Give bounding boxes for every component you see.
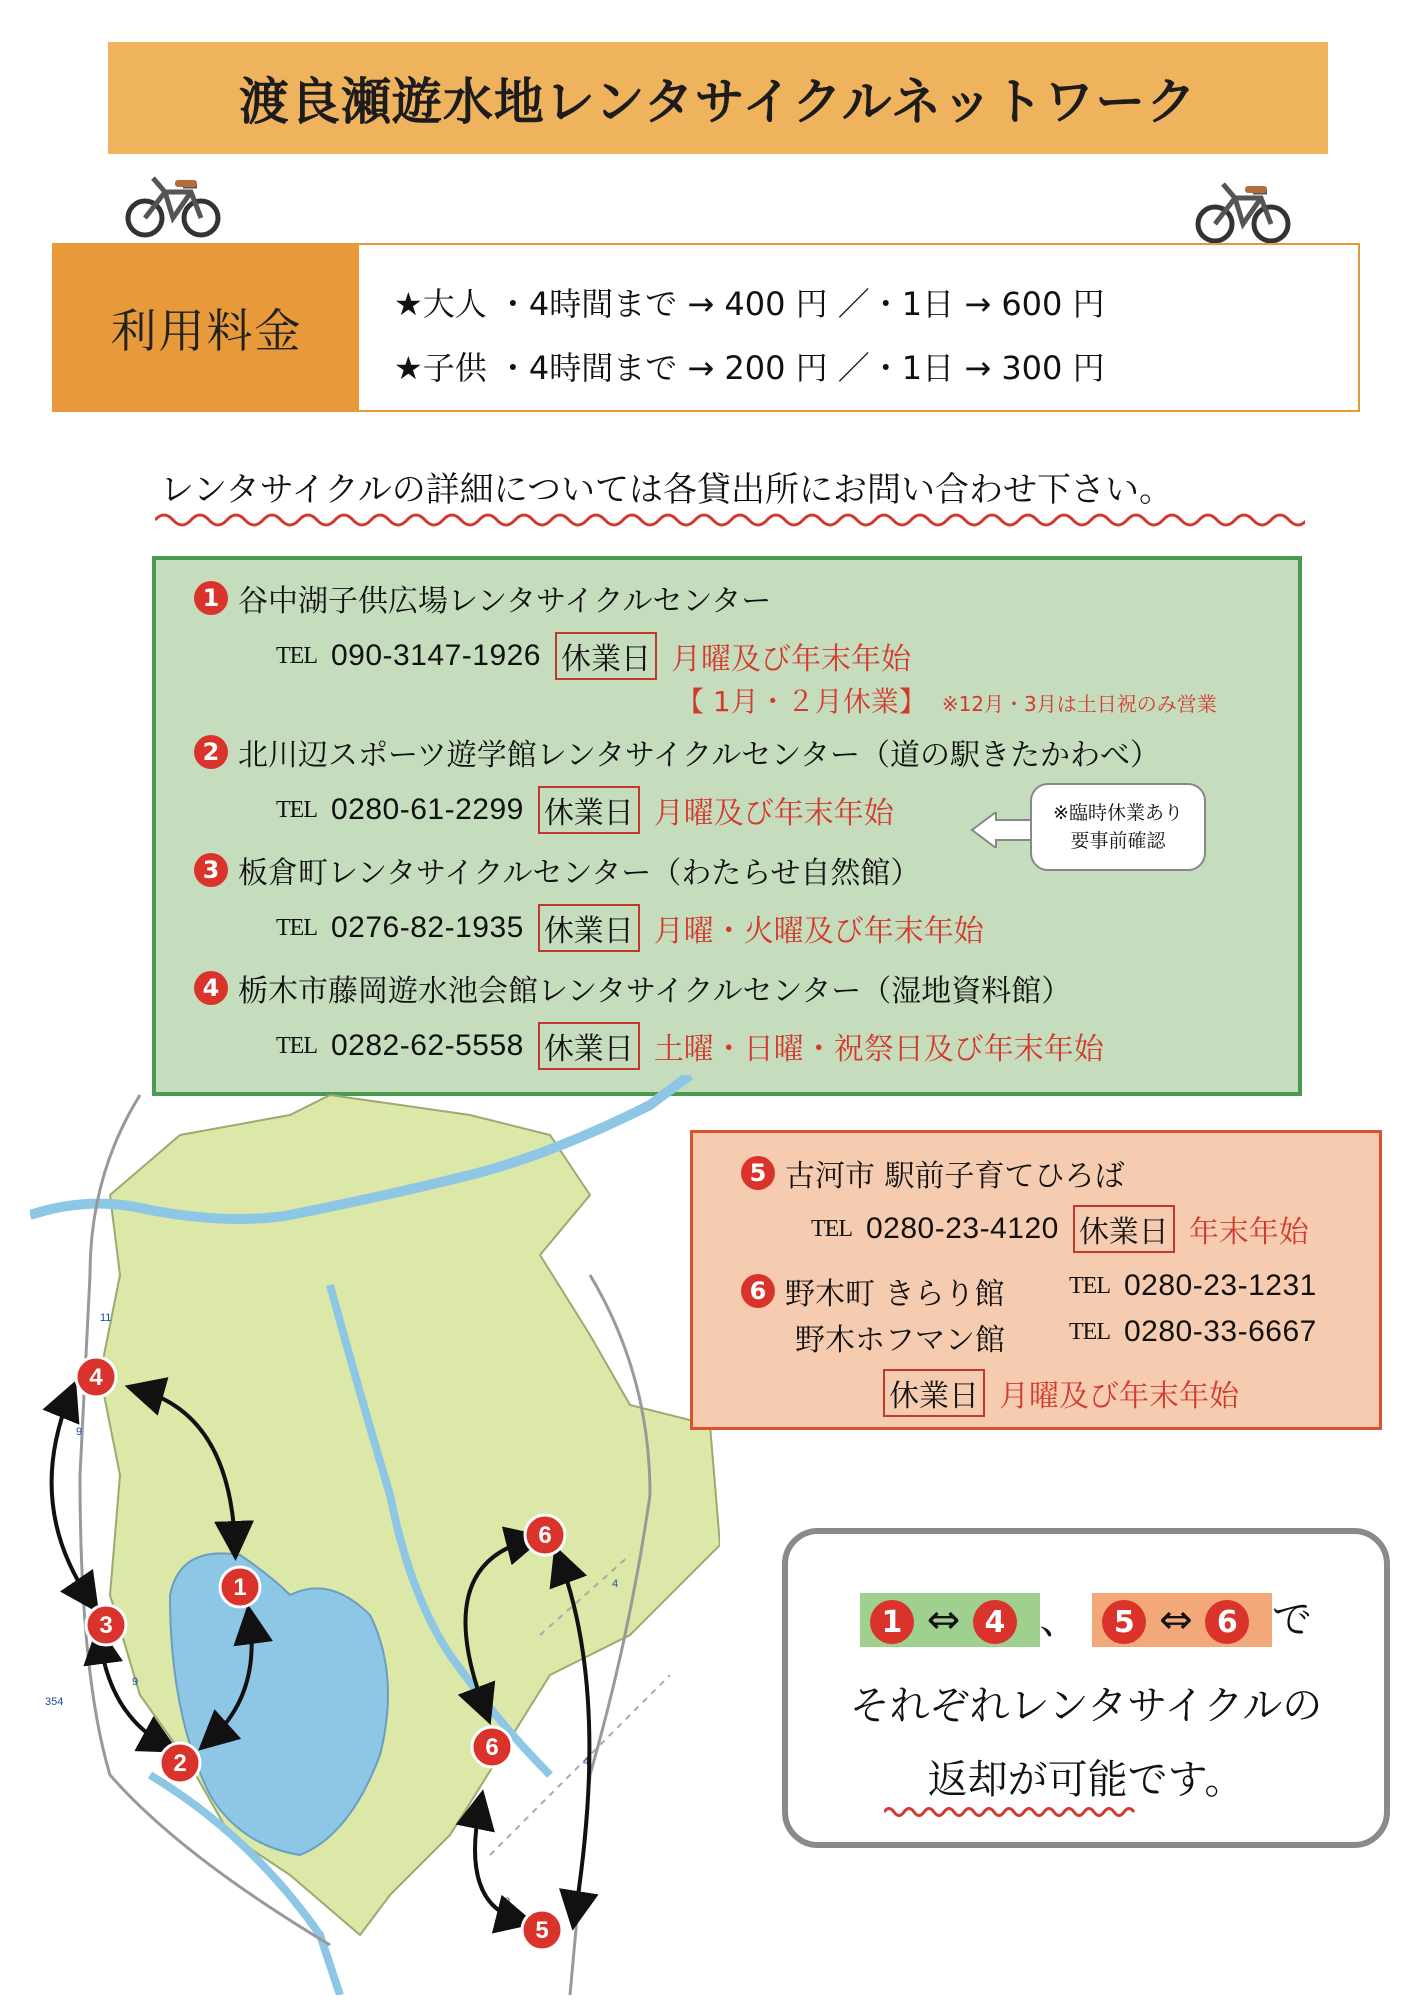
marker-number: 6 bbox=[1205, 1600, 1249, 1644]
phone-number: 0280-23-1231 bbox=[1123, 1269, 1317, 1302]
svg-text:2: 2 bbox=[173, 1750, 187, 1777]
tel-label: TEL bbox=[276, 642, 317, 669]
center-2-name-row bbox=[194, 730, 1160, 774]
closed-days-tag: 休業日 bbox=[555, 632, 657, 680]
marker-number: 5 bbox=[1102, 1600, 1146, 1644]
center-1-extra bbox=[676, 680, 1217, 720]
svg-text:4: 4 bbox=[89, 1364, 103, 1391]
tel-label: TEL bbox=[276, 1032, 317, 1059]
return-text-line-2: それぞれレンタサイクルの bbox=[849, 1683, 1323, 1729]
center-4-tel-row bbox=[276, 1022, 1104, 1070]
map-marker bbox=[522, 1910, 562, 1950]
phone-number: 090-3147-1926 bbox=[330, 639, 541, 672]
center-name: 古河市 駅前子育てひろば bbox=[785, 1159, 1125, 1194]
page-title: 渡良瀬遊水地レンタサイクルネットワーク bbox=[238, 73, 1198, 131]
wavy-underline bbox=[884, 1804, 1140, 1820]
phone-number: 0280-23-4120 bbox=[865, 1212, 1059, 1245]
callout-line-2: 要事前確認 bbox=[1070, 830, 1166, 852]
adult-fee: ★大人 ・4時間まで → 400 円 ／・1日 → 600 円 bbox=[394, 285, 1105, 323]
closed-days-tag: 休業日 bbox=[538, 786, 640, 834]
center-name: 板倉町レンタサイクルセンター（わたらせ自然館） bbox=[238, 856, 921, 891]
marker-number: 4 bbox=[194, 971, 228, 1005]
pair-1-4 bbox=[860, 1593, 1040, 1647]
two-way-arrow-icon: ⇔ bbox=[926, 1597, 961, 1643]
temporary-closure-callout bbox=[1030, 783, 1206, 871]
two-way-arrow-icon: ⇔ bbox=[1159, 1597, 1193, 1643]
fee-table bbox=[52, 243, 1360, 412]
center-6-tel-row-2 bbox=[1069, 1315, 1317, 1349]
center-6-closed-row bbox=[883, 1369, 1239, 1417]
center-6-tel-row-1 bbox=[1069, 1269, 1317, 1303]
marker-number: 2 bbox=[194, 735, 228, 769]
hoffman-name-row bbox=[795, 1315, 1005, 1359]
map-marker bbox=[86, 1605, 126, 1645]
svg-text:5: 5 bbox=[535, 1917, 549, 1944]
phone-number: 0280-33-6667 bbox=[1123, 1315, 1317, 1348]
closed-days: 月曜及び年末年始 bbox=[653, 796, 894, 831]
center-name: 野木ホフマン館 bbox=[795, 1323, 1005, 1358]
center-1-tel-row bbox=[276, 632, 911, 680]
marker-number: 1 bbox=[194, 581, 228, 615]
map-marker bbox=[160, 1743, 200, 1783]
phone-number: 0282-62-5558 bbox=[330, 1029, 524, 1062]
tel-label: TEL bbox=[276, 796, 317, 823]
route-arrow-4-3 bbox=[52, 1395, 90, 1600]
wavy-underline bbox=[155, 508, 1305, 532]
map-marker bbox=[220, 1567, 260, 1607]
closed-days: 月曜及び年末年始 bbox=[671, 642, 911, 677]
closed-days: 月曜及び年末年始 bbox=[999, 1379, 1239, 1414]
closed-days-tag: 休業日 bbox=[883, 1369, 985, 1417]
winter-note: ※12月・3月は土日祝のみ営業 bbox=[941, 692, 1217, 716]
center-4-name-row bbox=[194, 966, 1071, 1010]
return-pairs-line bbox=[788, 1588, 1384, 1645]
tel-label: TEL bbox=[276, 914, 317, 941]
center-3-tel-row bbox=[276, 904, 984, 952]
marker-number: 1 bbox=[870, 1600, 914, 1644]
closed-days-tag: 休業日 bbox=[538, 904, 640, 952]
return-text-line-3: 返却が可能です。 bbox=[927, 1757, 1245, 1803]
callout-arrow bbox=[970, 812, 1034, 848]
closed-days-tag: 休業日 bbox=[1073, 1205, 1175, 1253]
center-3-name-row bbox=[194, 848, 920, 892]
map-marker bbox=[525, 1515, 565, 1555]
closed-days: 土曜・日曜・祝祭日及び年末年始 bbox=[653, 1032, 1104, 1067]
phone-number: 0280-61-2299 bbox=[330, 793, 524, 826]
marker-number: 6 bbox=[741, 1274, 775, 1308]
road-number-label: 4 bbox=[583, 1756, 590, 1768]
particle-de: で bbox=[1272, 1597, 1313, 1643]
tel-label: TEL bbox=[1069, 1318, 1110, 1345]
closed-days: 月曜・火曜及び年末年始 bbox=[653, 914, 984, 949]
koga-nogi-centers bbox=[690, 1130, 1382, 1430]
center-1-name-row bbox=[194, 576, 771, 620]
road-number-label: 11 bbox=[100, 1312, 112, 1324]
closed-days-tag: 休業日 bbox=[538, 1022, 640, 1070]
fee-label: 利用料金 bbox=[110, 303, 303, 358]
area-map bbox=[30, 1075, 720, 1995]
marker-number: 4 bbox=[973, 1600, 1017, 1644]
comma: 、 bbox=[1039, 1597, 1080, 1643]
road-number-label: 354 bbox=[45, 1696, 64, 1708]
title-banner bbox=[108, 42, 1328, 154]
road-number-label: 9 bbox=[504, 1896, 511, 1908]
tel-label: TEL bbox=[1069, 1272, 1110, 1299]
road-number-label: 9 bbox=[76, 1426, 83, 1438]
bicycle-icon bbox=[125, 170, 221, 240]
center-name: 北川辺スポーツ遊学館レンタサイクルセンター（道の駅きたかわべ） bbox=[238, 738, 1161, 773]
road-number-label: 4 bbox=[612, 1578, 619, 1590]
child-fee: ★子供 ・4時間まで → 200 円 ／・1日 → 300 円 bbox=[394, 349, 1105, 387]
svg-text:6: 6 bbox=[485, 1734, 499, 1761]
center-5-name-row bbox=[741, 1151, 1125, 1195]
phone-number: 0276-82-1935 bbox=[330, 911, 524, 944]
pair-5-6 bbox=[1092, 1593, 1272, 1647]
return-info-box bbox=[782, 1528, 1390, 1848]
fee-label-cell bbox=[54, 245, 359, 410]
map-marker bbox=[76, 1357, 116, 1397]
center-name: 野木町 きらり館 bbox=[785, 1277, 1005, 1312]
center-6-name-row bbox=[741, 1269, 1005, 1313]
svg-text:6: 6 bbox=[538, 1522, 552, 1549]
svg-text:1: 1 bbox=[233, 1574, 247, 1601]
tel-label: TEL bbox=[811, 1215, 852, 1242]
center-name: 栃木市藤岡遊水池会館レンタサイクルセンター（湿地資料館） bbox=[238, 974, 1072, 1009]
route-arrow-6-5 bbox=[475, 1805, 520, 1920]
closed-days: 年末年始 bbox=[1188, 1215, 1309, 1250]
bicycle-icon bbox=[1195, 176, 1291, 246]
svg-text:3: 3 bbox=[99, 1612, 113, 1639]
marker-number: 5 bbox=[741, 1156, 775, 1190]
center-5-tel-row bbox=[811, 1205, 1309, 1253]
callout-line-1: ※臨時休業あり bbox=[1053, 802, 1183, 824]
winter-closure: 【 1月・２月休業】 bbox=[676, 685, 927, 718]
inquiry-notice: レンタサイクルの詳細については各貸出所にお問い合わせ下さい。 bbox=[160, 470, 1174, 510]
road-number-label: 9 bbox=[132, 1676, 139, 1688]
marker-number: 3 bbox=[194, 853, 228, 887]
center-2-tel-row bbox=[276, 786, 894, 834]
map-marker bbox=[472, 1727, 512, 1767]
center-name: 谷中湖子供広場レンタサイクルセンター bbox=[238, 584, 772, 619]
